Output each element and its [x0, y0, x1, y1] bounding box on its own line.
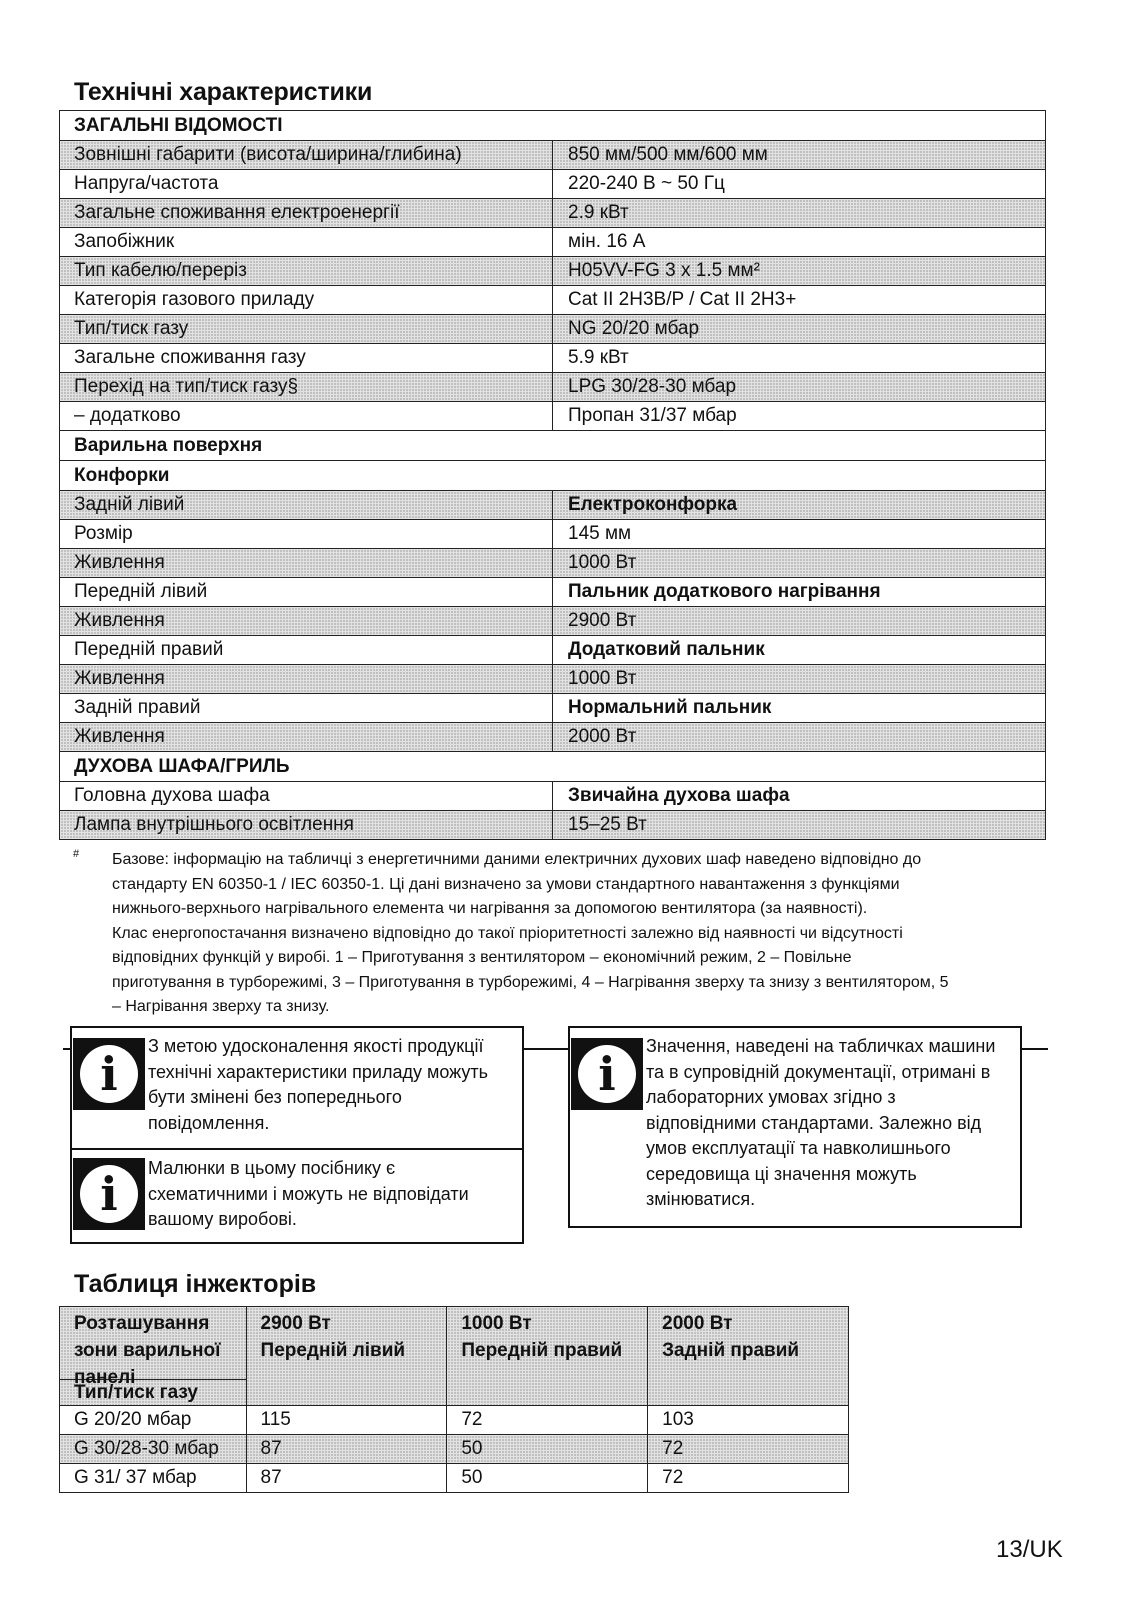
table-row — [60, 1406, 849, 1435]
row-label: Тип/тиск газу — [60, 315, 553, 344]
table-row — [60, 811, 1046, 840]
row-label: Запобіжник — [60, 228, 553, 257]
row-value: Пропан 31/37 мбар — [553, 402, 1046, 431]
table-row — [60, 782, 1046, 811]
table-row — [60, 170, 1046, 199]
column-power: 2000 Вт — [662, 1313, 733, 1334]
column-position: Передній лівий — [260, 1340, 406, 1361]
injector-size-cell: 115 — [246, 1406, 447, 1435]
table-row — [60, 402, 1046, 431]
row-label: Зовнішні габарити (висота/ширина/глибина) — [60, 141, 553, 170]
info-text-line: З метою удосконалення якості продукції — [148, 1036, 484, 1056]
injector-size-cell: 103 — [648, 1406, 849, 1435]
table-row — [60, 491, 1046, 520]
injector-size-cell: 87 — [246, 1464, 447, 1493]
row-label: Живлення — [60, 665, 553, 694]
row-label: Категорія газового приладу — [60, 286, 553, 315]
row-value: Нормальний пальник — [553, 694, 1046, 723]
injector-size-cell: 72 — [648, 1464, 849, 1493]
table-row — [60, 373, 1046, 402]
row-label: Задній лівий — [60, 491, 553, 520]
injector-size-cell: 50 — [447, 1464, 648, 1493]
info-text-line: бути змінені без попереднього — [148, 1087, 402, 1107]
column-header — [246, 1307, 447, 1406]
row-label: Загальне споживання газу — [60, 344, 553, 373]
row-value: 850 мм/500 мм/600 мм — [553, 141, 1046, 170]
table-row — [60, 141, 1046, 170]
row-value: 5.9 кВт — [553, 344, 1046, 373]
row-label: Живлення — [60, 607, 553, 636]
injector-size-cell: 72 — [447, 1406, 648, 1435]
info-text-line: технічні характеристики приладу можуть — [148, 1061, 489, 1082]
injector-header-row — [60, 1307, 849, 1406]
row-value: Електроконфорка — [553, 491, 1046, 520]
column-power: 1000 Вт — [461, 1313, 532, 1334]
table-row — [60, 1435, 849, 1464]
info-text — [646, 1034, 995, 1213]
general-info-header: ЗАГАЛЬНІ ВІДОМОСТІ — [60, 111, 1046, 141]
page-title: Технічні характеристики — [74, 78, 373, 106]
info-text-line: вашому виробові. — [148, 1209, 297, 1229]
info-text-line: Значення, наведені на табличках машини — [646, 1036, 996, 1056]
table-row — [60, 257, 1046, 286]
section-header-row — [60, 111, 1046, 141]
footnote — [112, 848, 1047, 1020]
info-text-line: схематичними і можуть не відповідати — [148, 1183, 469, 1204]
info-icon: i — [571, 1038, 643, 1110]
table-row — [60, 228, 1046, 257]
injector-size-cell: 87 — [246, 1435, 447, 1464]
info-text-line: змінюватися. — [646, 1189, 756, 1209]
gas-type-cell: G 30/28-30 мбар — [60, 1435, 247, 1464]
specifications-table — [59, 110, 1046, 840]
table-row — [60, 1464, 849, 1493]
row-value: 220-240 В ~ 50 Гц — [553, 170, 1046, 199]
table-row — [60, 578, 1046, 607]
row-value: LPG 30/28-30 мбар — [553, 373, 1046, 402]
row-label: Передній правий — [60, 636, 553, 665]
burners-header: Конфорки — [60, 461, 1046, 491]
burner-rows — [60, 491, 1046, 752]
corner-header-cell — [60, 1307, 247, 1406]
row-value: NG 20/20 мбар — [553, 315, 1046, 344]
info-text-line: та в супровідній документації, отримані в — [646, 1061, 991, 1082]
row-label: Лампа внутрішнього освітлення — [60, 811, 553, 840]
row-label: Загальне споживання електроенергії — [60, 199, 553, 228]
footnote-mark: # — [73, 848, 80, 860]
row-label: Розмір — [60, 520, 553, 549]
injector-rows — [60, 1406, 849, 1493]
footnote-line: стандарту EN 60350-1 / IEC 60350-1. Ці дані визначено за умови стандартного навантаження з функціями — [112, 875, 900, 893]
info-text-line: середовища ці значення можуть — [646, 1163, 917, 1184]
footnote-line: Клас енергопостачання визначено відповідно до такої пріоритетності залежно від наявності чи відсутності — [112, 924, 903, 942]
info-text-line: повідомлення. — [148, 1112, 270, 1133]
info-icon: i — [73, 1038, 145, 1110]
row-label: Головна духова шафа — [60, 782, 553, 811]
table-row — [60, 694, 1046, 723]
table-row — [60, 607, 1046, 636]
footnote-line: нижнього-верхнього нагрівального елемента чи нагрівання за допомогою вентилятора (за наявності). — [112, 900, 868, 917]
row-value: 145 мм — [553, 520, 1046, 549]
injector-size-cell: 50 — [447, 1435, 648, 1464]
info-text — [148, 1034, 488, 1136]
info-entry-illustrations — [72, 1148, 522, 1242]
gas-type-header: Тип/тиск газу — [60, 1379, 246, 1405]
row-label: Задній правий — [60, 694, 553, 723]
oven-header: ДУХОВА ШАФА/ГРИЛЬ — [60, 752, 1046, 782]
row-label: Передній лівий — [60, 578, 553, 607]
injector-title: Таблиця інжекторів — [74, 1270, 317, 1298]
table-row — [60, 549, 1046, 578]
info-box-right — [568, 1026, 1022, 1228]
table-row — [60, 344, 1046, 373]
row-value: 1000 Вт — [553, 549, 1046, 578]
row-value: 2.9 кВт — [553, 199, 1046, 228]
row-label: Перехід на тип/тиск газу§ — [60, 373, 553, 402]
injector-table — [59, 1306, 849, 1493]
table-row — [60, 723, 1046, 752]
column-position: Задній правий — [662, 1340, 800, 1361]
info-text-line: умов експлуатації та навколишнього — [646, 1138, 951, 1158]
row-value: Пальник додаткового нагрівання — [553, 578, 1046, 607]
info-text — [148, 1156, 469, 1233]
row-value: Звичайна духова шафа — [553, 782, 1046, 811]
info-text-line: лабораторних умовах згідно з — [646, 1087, 896, 1107]
page-number: 13/UK — [996, 1536, 1063, 1563]
column-power: 2900 Вт — [260, 1313, 331, 1334]
oven-rows — [60, 782, 1046, 840]
row-label: Тип кабелю/переріз — [60, 257, 553, 286]
table-row — [60, 315, 1046, 344]
info-text-line: відповідними стандартами. Залежно від — [646, 1112, 982, 1133]
row-value: Додатковий пальник — [553, 636, 1046, 665]
column-header — [648, 1307, 849, 1406]
hob-header: Варильна поверхня — [60, 431, 1046, 461]
row-value: Cat II 2H3B/P / Cat II 2H3+ — [553, 286, 1046, 315]
section-header-row — [60, 461, 1046, 491]
section-header-row — [60, 431, 1046, 461]
info-entry-specs-change — [72, 1028, 522, 1148]
footnote-line: Базове: інформацію на табличці з енергетичними даними електричних духових шаф наведено відповідно до — [112, 851, 922, 868]
info-text-line: Малюнки в цьому посібнику є — [148, 1158, 396, 1178]
info-icon: i — [73, 1158, 145, 1230]
info-box-left — [70, 1026, 524, 1244]
row-label: Живлення — [60, 723, 553, 752]
row-value: мін. 16 А — [553, 228, 1046, 257]
row-value: 15–25 Вт — [553, 811, 1046, 840]
row-value: 1000 Вт — [553, 665, 1046, 694]
general-info-rows — [60, 141, 1046, 431]
column-header — [447, 1307, 648, 1406]
row-label: Живлення — [60, 549, 553, 578]
footnote-line: відповідних функцій у виробі. 1 – Приготування з вентилятором – економічний режим, 2 – Повільне — [112, 949, 852, 966]
section-header-row — [60, 752, 1046, 782]
row-label: – додатково — [60, 402, 553, 431]
table-row — [60, 199, 1046, 228]
table-row — [60, 665, 1046, 694]
footnote-line: – Нагрівання зверху та знизу. — [112, 998, 330, 1015]
row-value: 2900 Вт — [553, 607, 1046, 636]
row-label: Напруга/частота — [60, 170, 553, 199]
row-value: H05VV-FG 3 x 1.5 мм² — [553, 257, 1046, 286]
gas-type-cell: G 31/ 37 мбар — [60, 1464, 247, 1493]
table-row — [60, 520, 1046, 549]
injector-size-cell: 72 — [648, 1435, 849, 1464]
column-position: Передній правий — [461, 1340, 623, 1361]
corner-header: Розташування зони варильної панелі — [74, 1313, 221, 1388]
row-value: 2000 Вт — [553, 723, 1046, 752]
gas-type-cell: G 20/20 мбар — [60, 1406, 247, 1435]
table-row — [60, 286, 1046, 315]
table-row — [60, 636, 1046, 665]
footnote-line: приготування в турборежимі, 3 – Приготування в турборежимі, 4 – Нагрівання зверху та знизу з вентилятором, 5 — [112, 973, 949, 991]
